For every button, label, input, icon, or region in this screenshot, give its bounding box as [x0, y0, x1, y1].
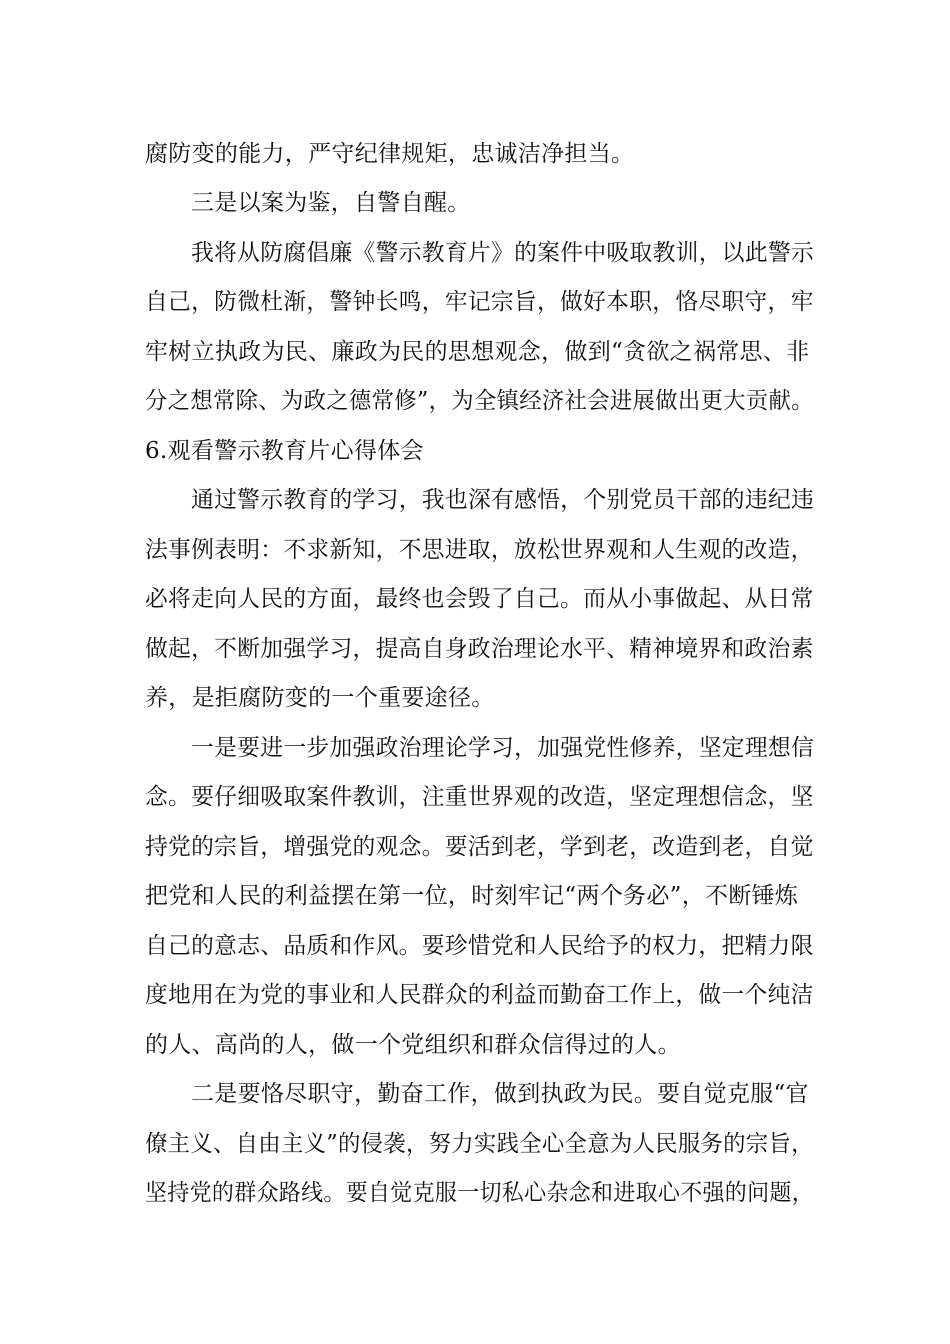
text-line: 自己的意志、品质和作风。要珍惜党和人民给予的权力，把精力限 — [145, 933, 814, 959]
text-line: 僚主义、自由主义”的侵袭，努力实践全心全意为人民服务的宗旨， — [145, 1131, 814, 1157]
text-line: 我将从防腐倡廉《警示教育片》的案件中吸取教训，以此警示 — [191, 240, 815, 266]
text-line: 分之想常除、为政之德常修”，为全镇经济社会进展做出更大贡献。 — [145, 388, 814, 414]
text-line: 通过警示教育的学习，我也深有感悟，个别党员干部的违纪违 — [191, 487, 815, 513]
text-line: 坚持党的群众路线。要自觉克服一切私心杂念和进取心不强的问题， — [145, 1180, 815, 1206]
text-line: 自己，防微杜渐，警钟长鸣，牢记宗旨，做好本职，恪尽职守，牢 — [145, 289, 814, 315]
text-line: 法事例表明：不求新知，不思进取，放松世界观和人生观的改造， — [145, 537, 814, 563]
text-line: 必将走向人民的方面，最终也会毁了自己。而从小事做起、从日常 — [145, 586, 814, 612]
text-line: 一是要进一步加强政治理论学习，加强党性修养，坚定理想信 — [191, 735, 815, 761]
text-line: 腐防变的能力，严守纪律规矩，忠诚洁净担当。 — [145, 141, 635, 167]
text-line: 做起，不断加强学习，提高自身政治理论水平、精神境界和政治素 — [145, 636, 814, 662]
text-line: 养，是拒腐防变的一个重要途径。 — [145, 685, 495, 711]
text-line: 度地用在为党的事业和人民群众的利益而勤奋工作上，做一个纯洁 — [145, 982, 814, 1008]
text-line: 把党和人民的利益摆在第一位，时刻牢记“两个务必”，不断锤炼 — [145, 883, 799, 909]
text-line: 的人、高尚的人，做一个党组织和群众信得过的人。 — [145, 1032, 681, 1058]
section-heading: 6.观看警示教育片心得体会 — [145, 438, 424, 464]
text-line: 念。要仔细吸取案件教训，注重世界观的改造，坚定理想信念，坚 — [145, 784, 814, 810]
text-line: 三是以案为鉴，自警自醒。 — [191, 190, 471, 216]
text-line: 牢树立执政为民、廉政为民的思想观念，做到“贪欲之祸常思、非 — [145, 339, 810, 365]
text-line: 持党的宗旨，增强党的观念。要活到老，学到老，改造到老，自觉 — [145, 834, 814, 860]
text-line: 二是要恪尽职守，勤奋工作，做到执政为民。要自觉克服“官 — [191, 1081, 809, 1107]
